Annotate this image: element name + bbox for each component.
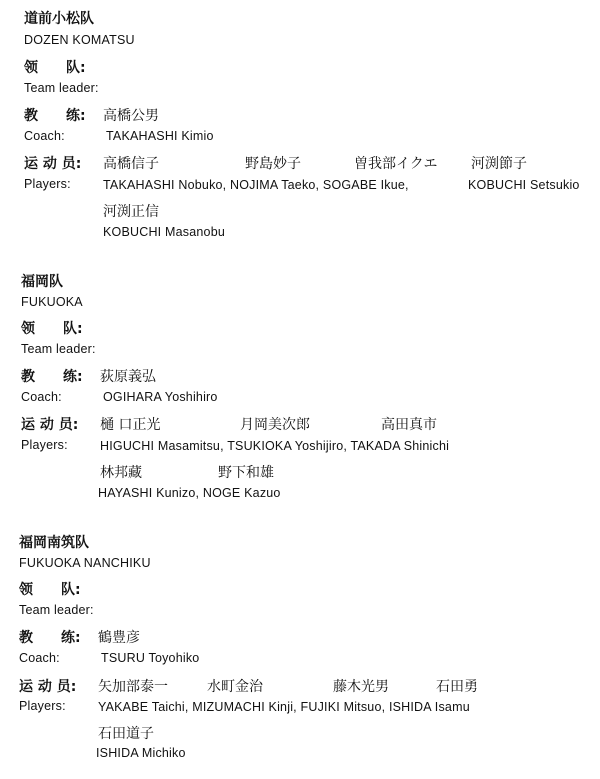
coach-label-en: Coach: <box>24 129 65 143</box>
players-label-zh: 运 动 员: <box>21 417 79 433</box>
coach-label-zh: 教 练: <box>24 108 86 124</box>
coach-label-zh: 教 练: <box>19 630 81 646</box>
coach-name-en: TSURU Toyohiko <box>101 651 200 665</box>
players-names-en: HAYASHI Kunizo, NOGE Kazuo <box>98 486 281 500</box>
team-leader-label-en: Team leader: <box>24 81 99 95</box>
players-names-en: KOBUCHI Masanobu <box>103 225 225 239</box>
player-name-zh: 曽我部イクエ <box>354 156 438 172</box>
team-name-zh: 福岡队 <box>21 274 63 290</box>
coach-label-zh: 教 练: <box>21 369 83 385</box>
player-name-zh: 水町金治 <box>207 679 263 695</box>
team-leader-label-en: Team leader: <box>19 603 94 617</box>
team-name-zh: 福岡南筑队 <box>19 535 89 551</box>
players-names-en: TAKAHASHI Nobuko, NOJIMA Taeko, SOGABE Ikue, <box>103 178 409 192</box>
player-name-zh: 藤木光男 <box>333 679 389 695</box>
team-name-zh: 道前小松队 <box>24 11 94 27</box>
team-leader-label-zh: 领 队: <box>21 321 83 337</box>
player-name-zh: 河渕正信 <box>103 204 159 220</box>
team-name-en: FUKUOKA NANCHIKU <box>19 556 151 570</box>
players-label-zh: 运 动 员: <box>19 679 77 695</box>
player-name-zh: 高田真市 <box>381 417 437 433</box>
players-names-en: YAKABE Taichi, MIZUMACHI Kinji, FUJIKI Mitsuo, ISHIDA Isamu <box>98 700 470 714</box>
players-label-en: Players: <box>19 699 66 713</box>
team-name-en: DOZEN KOMATSU <box>24 33 135 47</box>
coach-name-zh: 高橋公男 <box>103 108 159 124</box>
player-name-zh: 高橋信子 <box>103 156 159 172</box>
team-leader-label-en: Team leader: <box>21 342 96 356</box>
player-name-zh: 矢加部泰一 <box>98 679 168 695</box>
coach-name-en: TAKAHASHI Kimio <box>106 129 214 143</box>
coach-name-en: OGIHARA Yoshihiro <box>103 390 218 404</box>
player-name-zh: 林邦藏 <box>100 465 142 481</box>
players-names-en: ISHIDA Michiko <box>96 746 186 760</box>
players-label-en: Players: <box>24 177 71 191</box>
player-name-zh: 石田道子 <box>98 726 154 742</box>
players-label-en: Players: <box>21 438 68 452</box>
player-name-zh: 月岡美次郎 <box>240 417 310 433</box>
players-names-en: KOBUCHI Setsukio <box>468 178 580 192</box>
player-name-zh: 石田勇 <box>436 679 478 695</box>
coach-label-en: Coach: <box>19 651 60 665</box>
coach-name-zh: 鶴豊彦 <box>98 630 140 646</box>
team-name-en: FUKUOKA <box>21 295 83 309</box>
team-leader-label-zh: 领 队: <box>19 582 81 598</box>
player-name-zh: 河渕節子 <box>471 156 527 172</box>
coach-name-zh: 荻原義弘 <box>100 369 156 385</box>
players-label-zh: 运 动 员: <box>24 156 82 172</box>
player-name-zh: 野下和雄 <box>218 465 274 481</box>
coach-label-en: Coach: <box>21 390 62 404</box>
team-leader-label-zh: 领 队: <box>24 60 86 76</box>
player-name-zh: 樋 口正光 <box>100 417 161 433</box>
players-names-en: HIGUCHI Masamitsu, TSUKIOKA Yoshijiro, TAKADA Shinichi <box>100 439 450 453</box>
player-name-zh: 野島妙子 <box>245 156 301 172</box>
